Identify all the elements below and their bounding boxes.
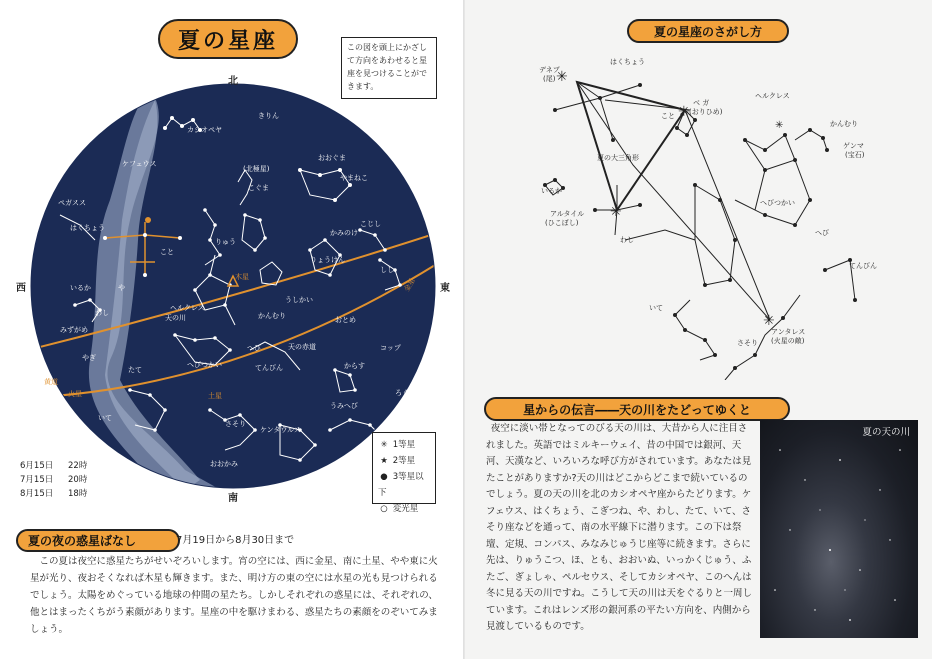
usage-note: この図を頭上にかざして方向をあわせると星座を見つけることができます。 xyxy=(341,37,437,99)
svg-text:✳: ✳ xyxy=(678,104,690,120)
label-corvus: からす xyxy=(344,362,365,370)
page-title: 夏の星座 xyxy=(158,19,298,59)
label-scorpius: さそり xyxy=(225,420,246,428)
planet-body: この夏は夜空に惑星たちがせいぞろいします。宵の空には、西に金星、南に土星、やや東に火星が光り、夜おそくなれば木星も輝きます。また、明け方の東の空には水星の光も見つけられるでしょう。太陽をめぐっている地球の仲間の星たち。しかしそれぞれの惑星には、それぞれの、他とはまったくちがう素顔があります。星座の中を駆けまわる、惑星たちの素顔をのぞいてみましょう。 xyxy=(30,556,438,635)
label-cygnus: はくちょう xyxy=(610,58,645,66)
label-sextant: ろくぶんぎ xyxy=(395,389,430,397)
compass-south: 南 xyxy=(228,493,238,504)
svg-text:✳: ✳ xyxy=(763,313,775,329)
label-libra: てんびん xyxy=(255,364,283,372)
label-mars: 火星 xyxy=(68,390,82,398)
label-hercules: ヘルクレス xyxy=(170,304,205,312)
label-cassiopeia: カシオペヤ xyxy=(187,126,222,134)
time-row-1: 6月15日 22時 xyxy=(20,461,88,471)
label-leo: しし xyxy=(380,266,394,274)
compass-east: 東 xyxy=(440,283,450,294)
label-lizard: りょうけん xyxy=(310,256,345,264)
label-arrow: や xyxy=(118,284,125,292)
label-eagle: わし xyxy=(620,236,634,244)
right-page xyxy=(465,0,932,659)
viewing-times xyxy=(20,459,116,501)
label-corona: かんむり xyxy=(830,120,858,128)
legend-row-4: ○ 変光星 xyxy=(380,504,419,514)
label-scutum: たて xyxy=(128,366,142,374)
compass-north: 北 xyxy=(228,76,238,87)
label-lyra: こと xyxy=(661,112,675,120)
label-northstar: (北極星) xyxy=(243,165,270,173)
label-centaurus: ケンタウルス xyxy=(260,426,301,434)
label-equator: 天の赤道 xyxy=(288,343,316,351)
svg-text:✳: ✳ xyxy=(775,120,784,131)
compass-west: 西 xyxy=(16,283,26,294)
label-deneb: デネブ xyxy=(539,66,560,74)
deneb-star xyxy=(145,217,151,223)
label-antares-sub: (火星の敵) xyxy=(771,337,805,345)
label-sagittarius: いて xyxy=(649,304,663,312)
label-sagittarius: いて xyxy=(98,414,112,422)
legend-row-2: ★ 2等星 xyxy=(380,456,416,466)
label-leo-minor: こじし xyxy=(360,220,381,228)
label-saturn: 土星 xyxy=(208,392,222,400)
left-page xyxy=(0,0,465,659)
label-cygnus: はくちょう xyxy=(70,224,105,232)
label-eagle: わし xyxy=(95,309,109,317)
label-ursa-major: おおぐま xyxy=(318,154,346,162)
label-capricorn: やぎ xyxy=(82,354,96,362)
time-row-3: 8月15日 18時 xyxy=(20,489,88,499)
planet-period: 7月19日から8月30日まで xyxy=(176,535,295,546)
svg-text:✳: ✳ xyxy=(610,204,622,220)
label-triangle: 夏の大三角形 xyxy=(597,154,639,162)
label-draco: りゅう xyxy=(215,238,236,246)
photo-caption: 夏の天の川 xyxy=(862,427,910,438)
label-coma: かみのけ xyxy=(330,229,358,237)
label-dolphin: いるか xyxy=(70,284,91,292)
magnitude-legend xyxy=(372,432,436,514)
label-gemma: ゲンマ xyxy=(843,142,864,150)
planet-heading: 夏の夜の惑星ばなし xyxy=(16,529,180,552)
legend-row-3: ● 3等星以下 xyxy=(378,472,424,498)
label-libra: てんびん xyxy=(849,262,877,270)
time-row-2: 7月15日 20時 xyxy=(20,475,88,485)
label-venus: 金星 xyxy=(402,276,417,293)
legend-body: 夜空に淡い帯となってのびる天の川は、大昔から人に注目されました。英語ではミルキーウェイ、昔の中国では銀河、天河、天漢など、いろいろな呼び方がされています。あなたは見たことがありますか?天の川はどこからどこまで続いているのでしょう。夏の天の川を北のカシオペヤ座からたどります。ケフェウス、はくちょう、こぎつね、や、わし、たて、いて、さそり座などを通って、南の水平線下に潜ります。この下は祭壇、定規、コンパス、みなみじゅうじ座等に続きます。さらに先は、りゅうこつ、ほ、とも、おおいぬ、いっかくじゅう、ふたご、ぎょしゃ、ペルセウス、そしてカシオペヤ、このへんは冬に見る天の川ですね。こうして天の川は天をぐるりと一周しています。これはレンズ形の銀河系の平たい方向を、内側から見渡しているものです。 xyxy=(486,423,753,632)
label-pegasus: ペガスス xyxy=(58,199,86,207)
label-serpens: へび xyxy=(247,344,261,352)
search-heading: 夏の星座のさがし方 xyxy=(627,19,789,43)
milkyway-photo xyxy=(760,420,918,638)
label-ophiuchus: へびつかい xyxy=(760,199,795,207)
label-bootes: うしかい xyxy=(285,296,313,304)
legend-row-1: ✳ 1等星 xyxy=(380,440,416,450)
label-scorpius: さそり xyxy=(737,339,758,347)
label-crater: コップ xyxy=(380,344,401,352)
label-lyra: こと xyxy=(160,248,174,256)
label-virgo: おとめ xyxy=(335,316,356,324)
label-altair-sub: (ひこぼし) xyxy=(545,219,579,227)
label-lupus: おおかみ xyxy=(210,460,238,468)
label-aquarius: みずがめ xyxy=(60,326,88,334)
label-cepheus: ケフェウス xyxy=(122,160,157,168)
label-antares: アンタレス xyxy=(771,328,806,336)
label-deneb-sub: (尾) xyxy=(543,75,556,83)
label-gemma-sub: (宝石) xyxy=(845,151,865,159)
label-vega-sub: (おりひめ) xyxy=(689,108,723,116)
label-ursa-minor: こぐま xyxy=(248,184,269,192)
label-canes: やまねこ xyxy=(340,174,368,182)
finder-chart xyxy=(465,0,932,380)
label-ecliptic: 黄道 xyxy=(44,378,58,386)
legend-heading: 星からの伝言――天の川をたどってゆくと xyxy=(484,397,790,421)
label-altair: アルタイル xyxy=(550,210,585,218)
label-giraffe: きりん xyxy=(258,112,279,120)
label-ophiuchus: へびつかい xyxy=(187,361,222,369)
label-corona: かんむり xyxy=(258,312,286,320)
label-dolphin: いるか xyxy=(541,187,562,195)
svg-text:✳: ✳ xyxy=(556,69,568,85)
label-vega: ベ ガ xyxy=(693,99,710,107)
label-hydra: うみへび xyxy=(330,402,358,410)
label-serpens: へび xyxy=(815,229,829,237)
label-jupiter: 木星 xyxy=(235,273,249,281)
label-milkyway: 天の川 xyxy=(165,314,186,322)
label-hercules: ヘルクレス xyxy=(755,92,790,100)
